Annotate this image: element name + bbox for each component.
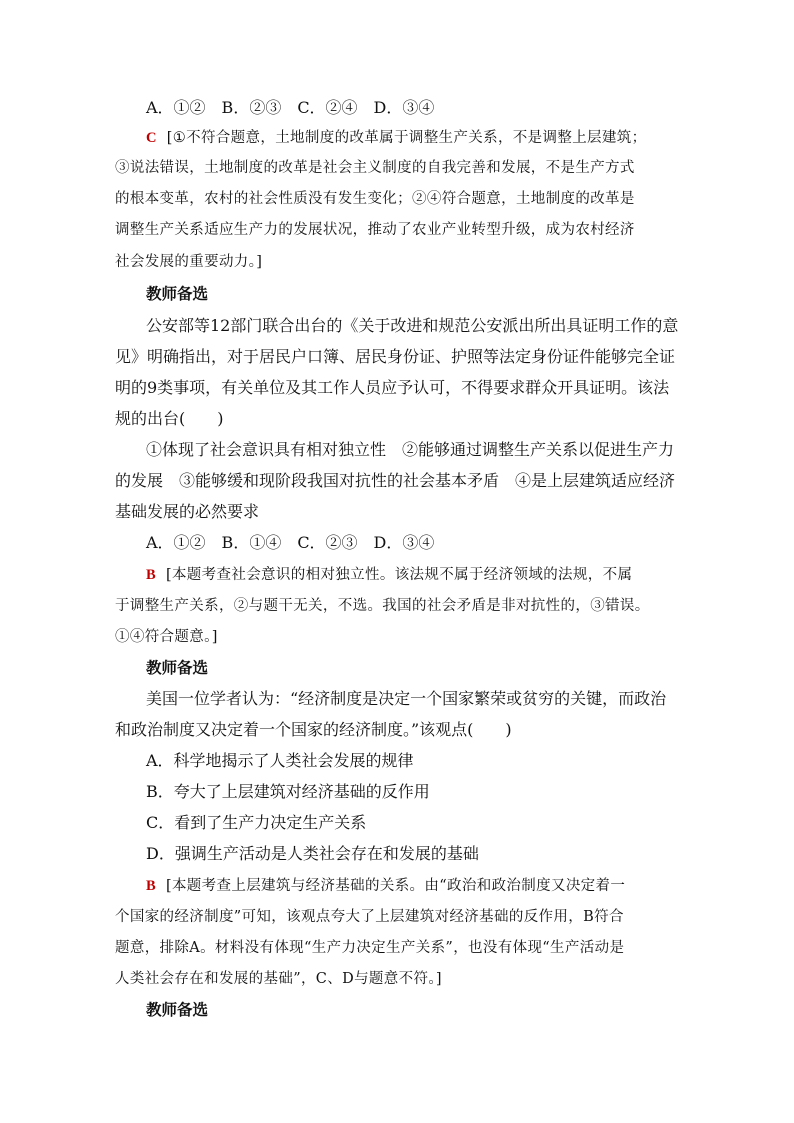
q3-option-a: A．科学地揭示了人类社会发展的规律 <box>146 751 414 770</box>
q2-explanation-line-2: 于调整生产关系，②与题干无关，不选。我国的社会矛盾是非对抗性的，③错误。 <box>115 598 650 614</box>
q2-stem-line-3: 明的9类事项，有关单位及其工作人员应予认可，不得要求群众开具证明。该法 <box>115 378 670 397</box>
q3-option-d: D．强调生产活动是人类社会存在和发展的基础 <box>146 844 479 863</box>
q1-answer-letter: C <box>146 130 157 146</box>
q1-answer <box>146 128 716 148</box>
q2-explanation-line-1: [本题考查社会意识的相对独立性。该法规不属于经济领域的法规，不属 <box>165 567 633 583</box>
q2-stem-line-1: 公安部等12部门联合出台的《关于改进和规范公安派出所出具证明工作的意 <box>146 316 679 335</box>
q1-explanation-line-3: 的根本变革，农村的社会性质没有发生变化；②④符合题意，土地制度的改革是 <box>115 191 635 207</box>
q3-stem-line-2: 和政治制度又决定着一个国家的经济制度。”该观点( ) <box>115 720 512 739</box>
q1-options: A．①② B．②③ C．②④ D．③④ <box>146 98 435 117</box>
q3-explanation-line-3: 题意，排除A。材料没有体现“生产力决定生产关系”，也没有体现“生产活动是 <box>115 940 625 956</box>
q2-options: A．①② B．①④ C．②③ D．③④ <box>146 533 435 552</box>
q1-explanation-line-4: 调整生产关系适应生产力的发展状况，推动了农业产业转型升级，成为农村经济 <box>115 222 635 238</box>
q4-section-label: 教师备选 <box>146 1000 209 1019</box>
q3-stem-line-1: 美国一位学者认为：“经济制度是决定一个国家繁荣或贫穷的关键，而政治 <box>146 689 667 708</box>
q2-section-label: 教师备选 <box>146 284 209 303</box>
q2-stem-line-2: 见》明确指出，对于居民户口簿、居民身份证、护照等法定身份证件能够完全证 <box>115 347 676 366</box>
q3-explanation-line-4: 人类社会存在和发展的基础”，C、D与题意不符。] <box>115 971 442 987</box>
q3-section-label: 教师备选 <box>146 658 209 677</box>
q2-statement-line-1: ①体现了社会意识具有相对独立性 ②能够通过调整生产关系以促进生产力 <box>146 440 675 459</box>
q3-option-c: C．看到了生产力决定生产关系 <box>146 813 367 832</box>
q3-option-b: B．夸大了上层建筑对经济基础的反作用 <box>146 782 430 801</box>
q3-explanation-line-2: 个国家的经济制度”可知，该观点夸大了上层建筑对经济基础的反作用，B符合 <box>115 909 624 925</box>
q2-stem-line-4: 规的出台( ) <box>115 409 224 428</box>
q1-explanation-line-1: [①不符合题意，土地制度的改革属于调整生产关系，不是调整上层建筑； <box>166 130 647 146</box>
q3-answer <box>146 876 716 896</box>
q2-statement-line-3: 基础发展的必然要求 <box>115 502 260 521</box>
q2-answer-letter: B <box>146 567 157 583</box>
q1-explanation-line-2: ③说法错误，土地制度的改革是社会主义制度的自我完善和发展，不是生产方式 <box>115 160 635 176</box>
q1-explanation-line-5: 社会发展的重要动力。] <box>115 254 263 270</box>
q3-explanation-line-1: [本题考查上层建筑与经济基础的关系。由“政治和政治制度又决定着一 <box>165 878 626 894</box>
q2-answer <box>146 565 716 585</box>
q2-statement-line-2: 的发展 ③能够缓和现阶段我国对抗性的社会基本矛盾 ④是上层建筑适应经济 <box>115 471 676 490</box>
q3-answer-letter: B <box>146 878 157 894</box>
q2-explanation-line-3: ①④符合题意。] <box>115 629 218 645</box>
